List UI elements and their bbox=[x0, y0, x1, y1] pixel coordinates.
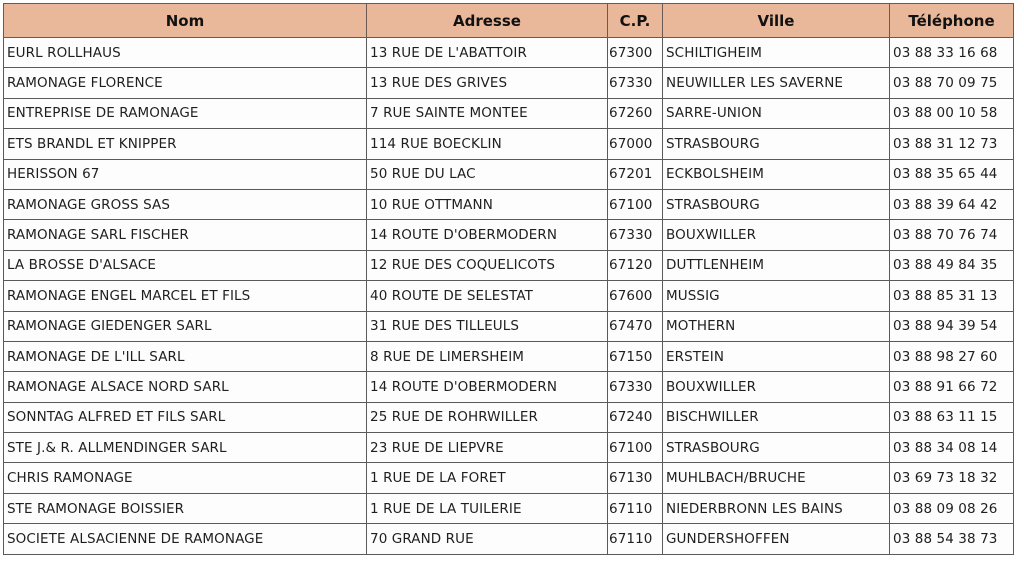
cell-cp: 67150 bbox=[608, 341, 663, 371]
cell-telephone: 03 88 70 09 75 bbox=[890, 68, 1014, 98]
table-row bbox=[4, 524, 1014, 554]
cell-telephone: 03 88 91 66 72 bbox=[890, 372, 1014, 402]
cell-nom: HERISSON 67 bbox=[4, 159, 367, 189]
cell-adresse: 7 RUE SAINTE MONTEE bbox=[367, 98, 608, 128]
cell-telephone: 03 88 35 65 44 bbox=[890, 159, 1014, 189]
cell-adresse: 70 GRAND RUE bbox=[367, 524, 608, 554]
cell-ville: BOUXWILLER bbox=[663, 220, 890, 250]
cell-telephone: 03 88 09 08 26 bbox=[890, 493, 1014, 523]
table-row bbox=[4, 433, 1014, 463]
cell-cp: 67600 bbox=[608, 281, 663, 311]
cell-telephone: 03 88 63 11 15 bbox=[890, 402, 1014, 432]
cell-nom: ETS BRANDL ET KNIPPER bbox=[4, 129, 367, 159]
cell-adresse: 1 RUE DE LA TUILERIE bbox=[367, 493, 608, 523]
cell-adresse: 14 ROUTE D'OBERMODERN bbox=[367, 372, 608, 402]
cell-adresse: 1 RUE DE LA FORET bbox=[367, 463, 608, 493]
cell-ville: BISCHWILLER bbox=[663, 402, 890, 432]
cell-nom: STE RAMONAGE BOISSIER bbox=[4, 493, 367, 523]
cell-ville: SARRE-UNION bbox=[663, 98, 890, 128]
cell-telephone: 03 88 34 08 14 bbox=[890, 433, 1014, 463]
table-row bbox=[4, 463, 1014, 493]
cell-ville: BOUXWILLER bbox=[663, 372, 890, 402]
table-row bbox=[4, 250, 1014, 280]
cell-adresse: 13 RUE DE L'ABATTOIR bbox=[367, 38, 608, 68]
table-row bbox=[4, 493, 1014, 523]
cell-telephone: 03 88 85 31 13 bbox=[890, 281, 1014, 311]
cell-adresse: 114 RUE BOECKLIN bbox=[367, 129, 608, 159]
table-row bbox=[4, 129, 1014, 159]
cell-cp: 67240 bbox=[608, 402, 663, 432]
cell-cp: 67100 bbox=[608, 433, 663, 463]
table-row bbox=[4, 402, 1014, 432]
table-row bbox=[4, 68, 1014, 98]
cell-ville: NEUWILLER LES SAVERNE bbox=[663, 68, 890, 98]
directory-table bbox=[3, 3, 1014, 555]
header-telephone: Téléphone bbox=[890, 4, 1014, 38]
header-cp: C.P. bbox=[608, 4, 663, 38]
cell-nom: RAMONAGE ENGEL MARCEL ET FILS bbox=[4, 281, 367, 311]
cell-ville: NIEDERBRONN LES BAINS bbox=[663, 493, 890, 523]
header-row bbox=[4, 4, 1014, 38]
cell-cp: 67110 bbox=[608, 493, 663, 523]
cell-cp: 67300 bbox=[608, 38, 663, 68]
cell-nom: RAMONAGE FLORENCE bbox=[4, 68, 367, 98]
header-ville: Ville bbox=[663, 4, 890, 38]
cell-nom: RAMONAGE DE L'ILL SARL bbox=[4, 341, 367, 371]
cell-adresse: 12 RUE DES COQUELICOTS bbox=[367, 250, 608, 280]
cell-ville: STRASBOURG bbox=[663, 129, 890, 159]
cell-nom: CHRIS RAMONAGE bbox=[4, 463, 367, 493]
cell-nom: SONNTAG ALFRED ET FILS SARL bbox=[4, 402, 367, 432]
cell-nom: STE J.& R. ALLMENDINGER SARL bbox=[4, 433, 367, 463]
cell-telephone: 03 88 70 76 74 bbox=[890, 220, 1014, 250]
cell-telephone: 03 88 31 12 73 bbox=[890, 129, 1014, 159]
cell-cp: 67100 bbox=[608, 189, 663, 219]
cell-telephone: 03 88 54 38 73 bbox=[890, 524, 1014, 554]
cell-ville: SCHILTIGHEIM bbox=[663, 38, 890, 68]
cell-adresse: 23 RUE DE LIEPVRE bbox=[367, 433, 608, 463]
cell-adresse: 13 RUE DES GRIVES bbox=[367, 68, 608, 98]
cell-ville: STRASBOURG bbox=[663, 189, 890, 219]
table-row bbox=[4, 189, 1014, 219]
cell-ville: DUTTLENHEIM bbox=[663, 250, 890, 280]
cell-nom: SOCIETE ALSACIENNE DE RAMONAGE bbox=[4, 524, 367, 554]
cell-telephone: 03 69 73 18 32 bbox=[890, 463, 1014, 493]
cell-adresse: 10 RUE OTTMANN bbox=[367, 189, 608, 219]
cell-adresse: 40 ROUTE DE SELESTAT bbox=[367, 281, 608, 311]
cell-nom: RAMONAGE GIEDENGER SARL bbox=[4, 311, 367, 341]
cell-cp: 67120 bbox=[608, 250, 663, 280]
cell-cp: 67330 bbox=[608, 68, 663, 98]
cell-ville: MUSSIG bbox=[663, 281, 890, 311]
cell-nom: RAMONAGE GROSS SAS bbox=[4, 189, 367, 219]
cell-telephone: 03 88 33 16 68 bbox=[890, 38, 1014, 68]
cell-telephone: 03 88 39 64 42 bbox=[890, 189, 1014, 219]
cell-telephone: 03 88 49 84 35 bbox=[890, 250, 1014, 280]
cell-telephone: 03 88 00 10 58 bbox=[890, 98, 1014, 128]
cell-adresse: 14 ROUTE D'OBERMODERN bbox=[367, 220, 608, 250]
header-adresse: Adresse bbox=[367, 4, 608, 38]
table-row bbox=[4, 38, 1014, 68]
table-row bbox=[4, 220, 1014, 250]
cell-ville: MOTHERN bbox=[663, 311, 890, 341]
cell-nom: RAMONAGE ALSACE NORD SARL bbox=[4, 372, 367, 402]
cell-cp: 67130 bbox=[608, 463, 663, 493]
cell-cp: 67330 bbox=[608, 220, 663, 250]
cell-cp: 67110 bbox=[608, 524, 663, 554]
cell-cp: 67000 bbox=[608, 129, 663, 159]
header-nom: Nom bbox=[4, 4, 367, 38]
table-row bbox=[4, 341, 1014, 371]
cell-cp: 67201 bbox=[608, 159, 663, 189]
cell-ville: ERSTEIN bbox=[663, 341, 890, 371]
table-row bbox=[4, 159, 1014, 189]
cell-ville: GUNDERSHOFFEN bbox=[663, 524, 890, 554]
cell-nom: RAMONAGE SARL FISCHER bbox=[4, 220, 367, 250]
cell-ville: STRASBOURG bbox=[663, 433, 890, 463]
cell-ville: MUHLBACH/BRUCHE bbox=[663, 463, 890, 493]
cell-adresse: 50 RUE DU LAC bbox=[367, 159, 608, 189]
cell-nom: LA BROSSE D'ALSACE bbox=[4, 250, 367, 280]
cell-nom: ENTREPRISE DE RAMONAGE bbox=[4, 98, 367, 128]
cell-nom: EURL ROLLHAUS bbox=[4, 38, 367, 68]
cell-cp: 67330 bbox=[608, 372, 663, 402]
table-row bbox=[4, 281, 1014, 311]
table-row bbox=[4, 98, 1014, 128]
cell-ville: ECKBOLSHEIM bbox=[663, 159, 890, 189]
cell-telephone: 03 88 98 27 60 bbox=[890, 341, 1014, 371]
cell-adresse: 25 RUE DE ROHRWILLER bbox=[367, 402, 608, 432]
cell-adresse: 8 RUE DE LIMERSHEIM bbox=[367, 341, 608, 371]
cell-telephone: 03 88 94 39 54 bbox=[890, 311, 1014, 341]
table-row bbox=[4, 311, 1014, 341]
cell-adresse: 31 RUE DES TILLEULS bbox=[367, 311, 608, 341]
cell-cp: 67470 bbox=[608, 311, 663, 341]
table-row bbox=[4, 372, 1014, 402]
cell-cp: 67260 bbox=[608, 98, 663, 128]
